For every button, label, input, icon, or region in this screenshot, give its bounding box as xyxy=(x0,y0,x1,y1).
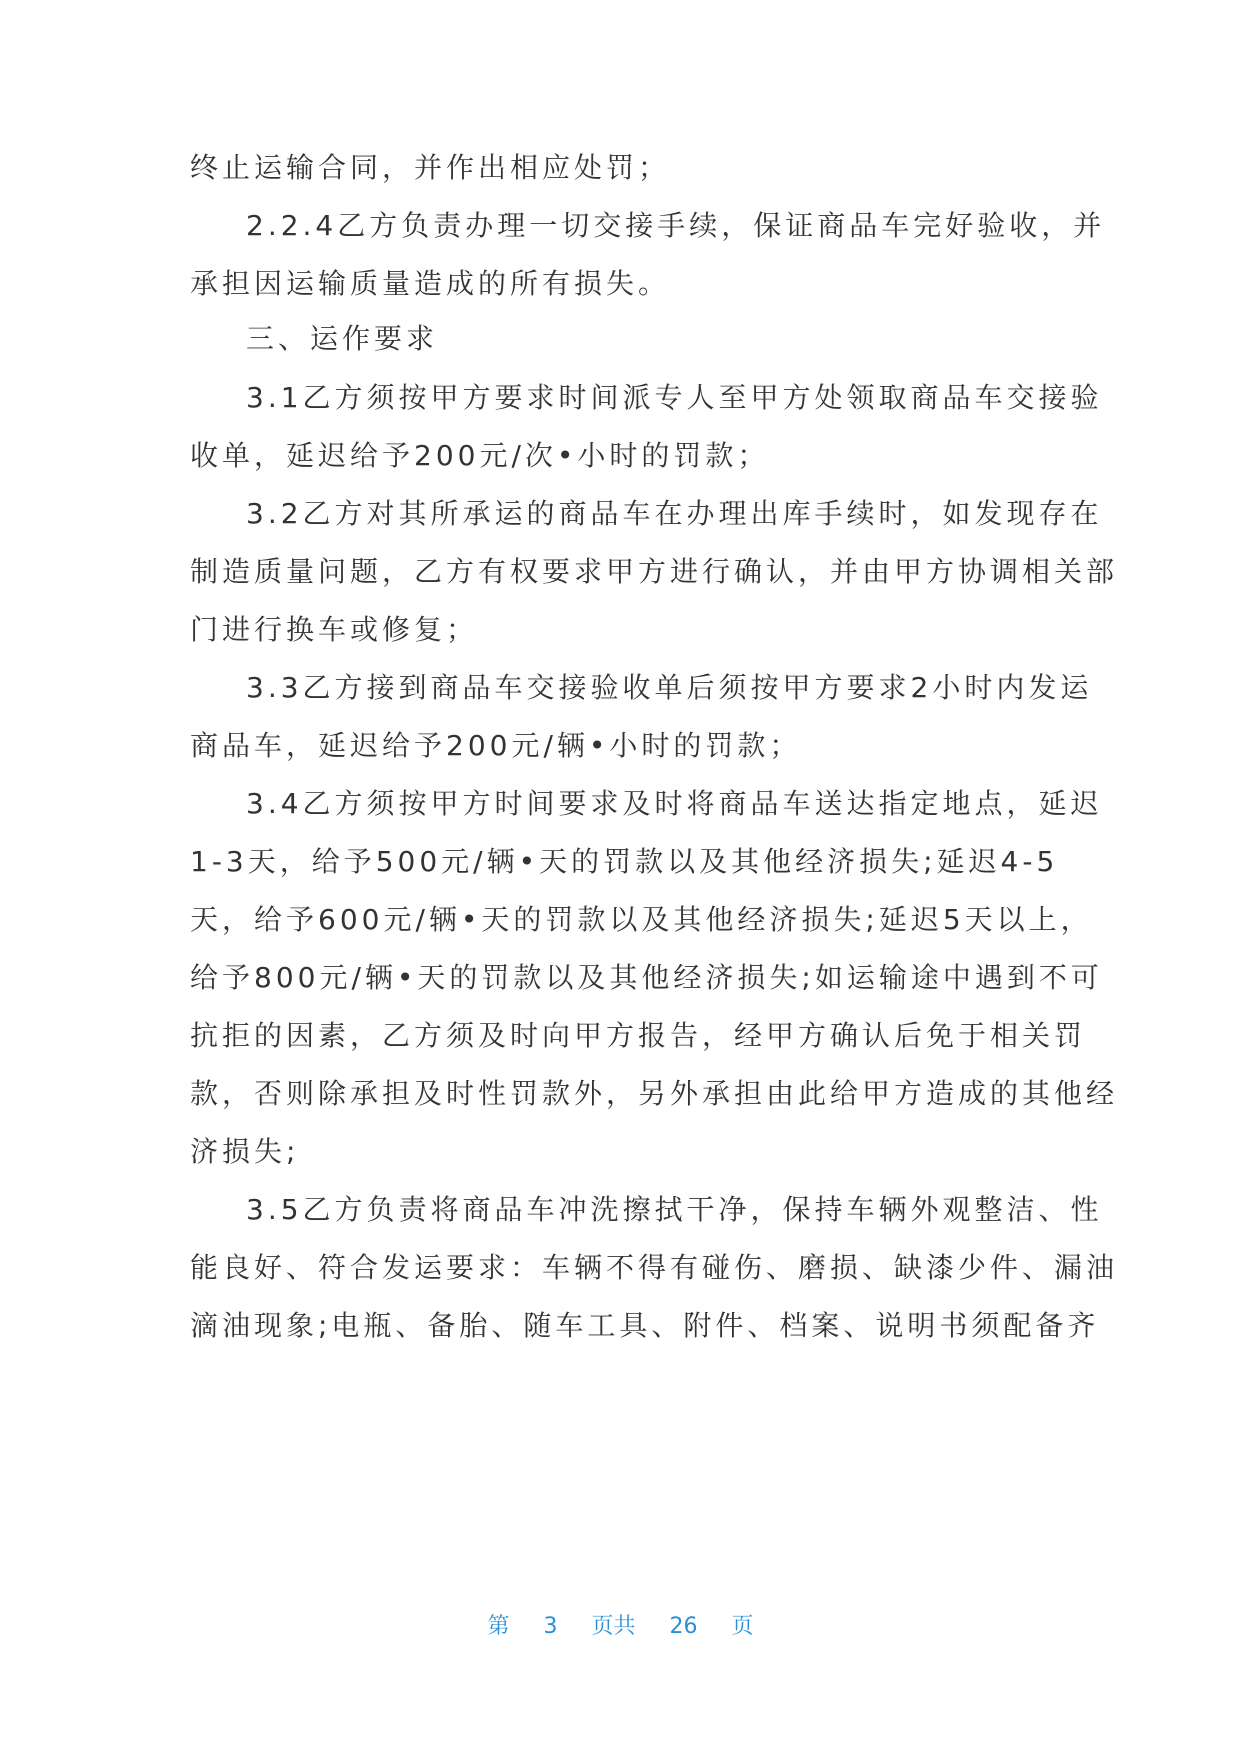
text-line: 济损失; xyxy=(190,1135,300,1168)
text-line: 3.1乙方须按甲方要求时间派专人至甲方处领取商品车交接验 xyxy=(246,381,1103,414)
text-line: 2.2.4乙方负责办理一切交接手续，保证商品车完好验收，并 xyxy=(246,209,1106,242)
footer-page-suffix: 页 xyxy=(731,1614,754,1639)
section-heading: 三、运作要求 xyxy=(246,322,439,355)
text-line: 滴油现象;电瓶、备胎、随车工具、附件、档案、说明书须配备齐 xyxy=(190,1309,1100,1342)
text-line: 收单，延迟给予200元/次•小时的罚款； xyxy=(190,439,770,472)
footer-page-number: 3 xyxy=(543,1614,558,1639)
page-footer xyxy=(0,1612,1241,1642)
text-line: 3.4乙方须按甲方时间要求及时将商品车送达指定地点，延迟 xyxy=(246,787,1103,820)
text-line: 承担因运输质量造成的所有损失。 xyxy=(190,267,671,300)
text-line: 1-3天，给予500元/辆•天的罚款以及其他经济损失;延迟4-5 xyxy=(190,845,1059,878)
text-line: 3.2乙方对其所承运的商品车在办理出库手续时，如发现存在 xyxy=(246,497,1103,530)
text-line: 3.5乙方负责将商品车冲洗擦拭干净，保持车辆外观整洁、性 xyxy=(246,1193,1103,1226)
text-line: 制造质量问题，乙方有权要求甲方进行确认，并由甲方协调相关部 xyxy=(190,555,1119,588)
text-line: 3.3乙方接到商品车交接验收单后须按甲方要求2小时内发运 xyxy=(246,671,1093,704)
footer-total-pages: 26 xyxy=(669,1614,698,1639)
text-line: 天，给予600元/辆•天的罚款以及其他经济损失;延迟5天以上， xyxy=(190,903,1093,936)
text-line: 能良好、符合发运要求：车辆不得有碰伤、磨损、缺漆少件、漏油 xyxy=(190,1251,1119,1284)
text-line: 抗拒的因素，乙方须及时向甲方报告，经甲方确认后免于相关罚 xyxy=(190,1019,1087,1052)
text-line: 给予800元/辆•天的罚款以及其他经济损失;如运输途中遇到不可 xyxy=(190,961,1103,994)
text-line: 商品车，延迟给予200元/辆•小时的罚款； xyxy=(190,729,802,762)
text-line: 门进行换车或修复； xyxy=(190,613,479,646)
footer-page-prefix: 第 xyxy=(487,1614,510,1639)
text-line: 终止运输合同，并作出相应处罚； xyxy=(190,151,671,184)
footer-total-prefix: 页共 xyxy=(591,1614,636,1639)
text-line: 款，否则除承担及时性罚款外，另外承担由此给甲方造成的其他经 xyxy=(190,1077,1119,1110)
